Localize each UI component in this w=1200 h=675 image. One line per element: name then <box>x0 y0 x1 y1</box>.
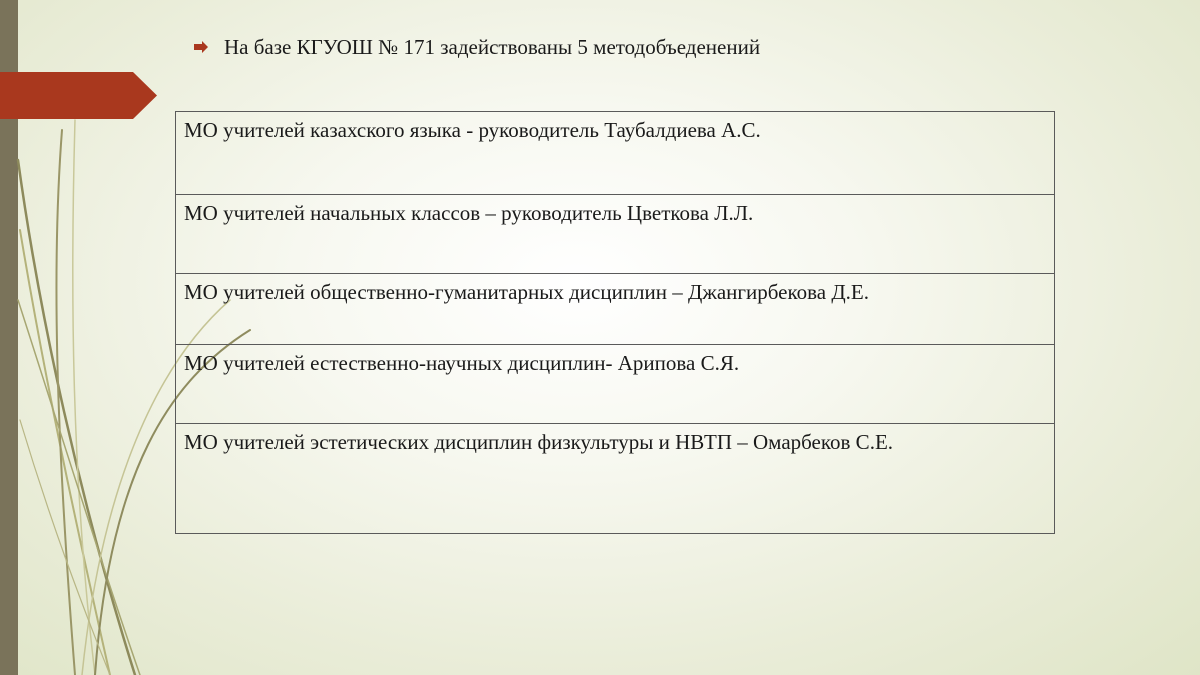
accent-arrow-tab <box>0 72 157 119</box>
table-cell: МО учителей общественно-гуманитарных дисциплин – Джангирбекова Д.Е. <box>176 274 1055 345</box>
arrow-right-icon <box>194 41 208 53</box>
bullet-point <box>194 33 760 61</box>
table-row <box>176 195 1055 274</box>
table-row <box>176 112 1055 195</box>
table-cell: МО учителей эстетических дисциплин физкультуры и НВТП – Омарбеков С.Е. <box>176 424 1055 534</box>
table-row <box>176 345 1055 424</box>
table-cell: МО учителей естественно-научных дисциплин- Арипова С.Я. <box>176 345 1055 424</box>
table-cell: МО учителей казахского языка - руководитель Таубалдиева А.С. <box>176 112 1055 195</box>
bullet-text: На базе КГУОШ № 171 задействованы 5 методобъеденений <box>224 34 761 59</box>
methodical-associations-table <box>175 111 1055 534</box>
table-row <box>176 424 1055 534</box>
table-row <box>176 274 1055 345</box>
table-cell: МО учителей начальных классов – руководитель Цветкова Л.Л. <box>176 195 1055 274</box>
